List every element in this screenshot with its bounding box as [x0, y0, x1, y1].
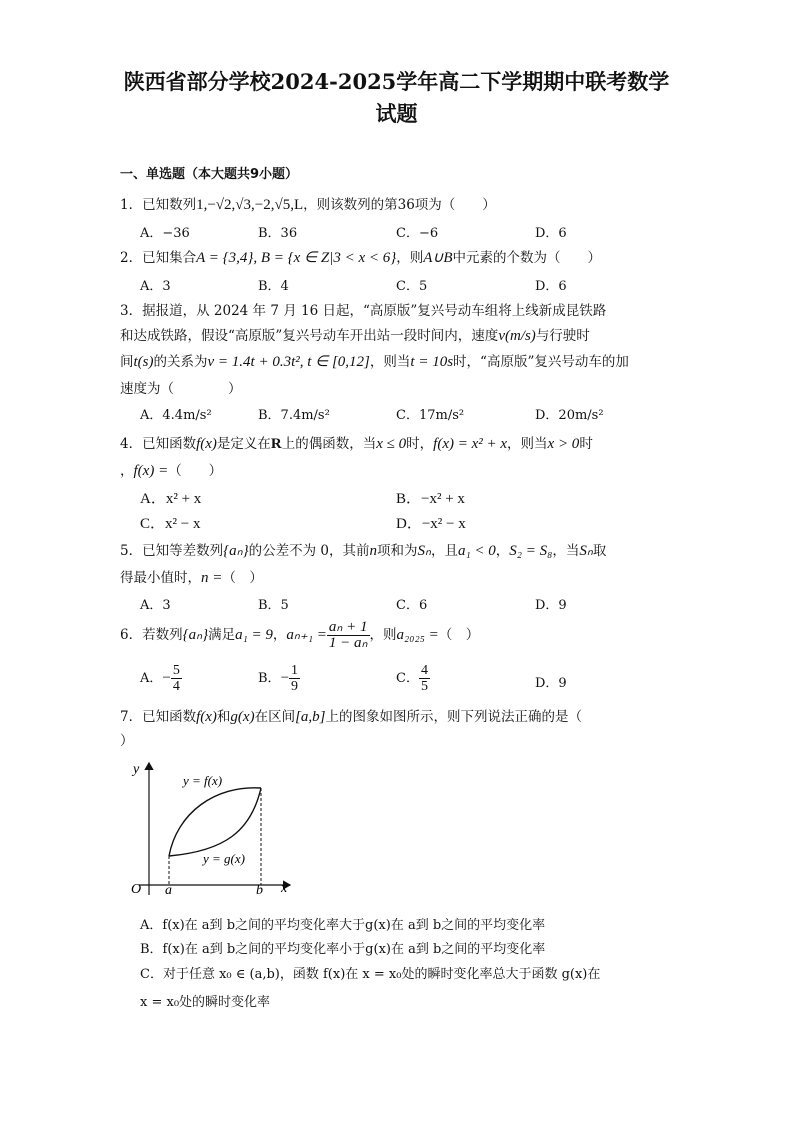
q4-ask: f(x) =	[133, 463, 169, 479]
question-4-line2	[120, 459, 222, 480]
graph-a-label: a	[165, 883, 172, 898]
q5-option-c: C．6	[396, 598, 428, 613]
q6-option-b-sign: −	[280, 670, 290, 686]
question-7-line1	[120, 705, 582, 726]
q4-text-2: 是定义在	[216, 436, 271, 452]
q6-recurrence-fraction	[327, 620, 370, 651]
q5-text-2: 的公差不为 0，其前	[248, 543, 370, 559]
q4-text-4: 时，	[406, 436, 434, 452]
q6-paren: （ ）	[438, 627, 480, 643]
q6-option-b-fraction	[289, 663, 300, 694]
q6-option-c	[396, 663, 430, 694]
q1-option-a: A．−36	[140, 226, 190, 241]
q5-number: 5．	[120, 543, 143, 559]
q6-text-1: 若数列	[142, 627, 183, 643]
q7-option-c-line2: x = x₀处的瞬时变化率	[140, 995, 271, 1010]
q5-ask: n =	[201, 570, 223, 586]
q2-option-d: D．6	[535, 279, 567, 294]
q5-text-8: 得最小值时，	[120, 570, 201, 586]
q2-union: A∪B	[423, 250, 453, 266]
q2-option-a: A．3	[140, 279, 171, 294]
question-6	[120, 620, 479, 651]
q6-c-den: 5	[420, 679, 428, 694]
q5-n: n	[369, 543, 377, 559]
q3-number: 3．	[120, 303, 143, 319]
q4-reals: R	[270, 436, 282, 452]
q5-cond-1: a₁ < 0	[457, 543, 496, 559]
q7-text-4: 上的图象如图所示，则下列说法正确的是（	[325, 709, 583, 725]
q4-text-1: 已知函数	[142, 436, 197, 452]
q4-option-a: A．x² + x	[140, 491, 202, 507]
q6-a-den: 4	[172, 679, 180, 694]
q7-option-b: B．f(x)在 a到 b之间的平均变化率小于g(x)在 a到 b之间的平均变化率	[140, 942, 546, 957]
q4-fx: f(x)	[196, 436, 217, 452]
q3-option-b: B．7.4m/s²	[258, 408, 330, 423]
question-5-line2	[120, 566, 263, 587]
q2-stem-mid: ，则	[396, 250, 424, 266]
section-heading: 一、单选题（本大题共9小题）	[120, 167, 299, 182]
q7-function-graph	[125, 755, 305, 900]
q3-text-2a: 和达成铁路，假设“高原版”复兴号动车开出站一段时间内，速度	[120, 328, 499, 344]
q3-text-3d: 时，“高原版”复兴号动车的加	[453, 354, 629, 370]
q5-option-b: B．5	[258, 598, 289, 613]
q1-sequence: 1,−√2,√3,−2,√5,L	[196, 197, 304, 213]
q4-number: 4．	[120, 436, 143, 452]
graph-origin-label: O	[131, 882, 142, 897]
graph-y-label: y	[133, 762, 140, 777]
q6-option-d: D．9	[535, 676, 567, 691]
q3-text-3b: 的关系为	[153, 354, 208, 370]
q7-text-2: 和	[216, 709, 231, 725]
q6-b-num: 1	[291, 663, 299, 678]
question-7-line2: ）	[120, 733, 134, 749]
q3-time-value: t = 10s	[410, 354, 454, 370]
q1-option-b: B．36	[258, 226, 298, 241]
question-3-line4: 速度为（ ）	[120, 381, 242, 397]
q6-option-c-fraction	[419, 663, 430, 694]
q5-text-4: ，且	[430, 543, 458, 559]
q3-text-3a: 间	[120, 354, 134, 370]
q7-fx: f(x)	[196, 709, 217, 725]
doc-title-line1: 陕西省部分学校2024-2025学年高二下学期期中联考数学	[123, 69, 670, 94]
q4-option-b: B．−x² + x	[396, 491, 465, 507]
q5-sn-2: Sₙ	[579, 543, 593, 559]
q6-option-b	[258, 663, 300, 694]
q4-paren: （ ）	[168, 463, 223, 479]
q4-option-d: D．−x² − x	[396, 516, 466, 532]
q6-seq: {aₙ}	[182, 627, 209, 643]
question-3-line2	[120, 324, 590, 345]
graph-x-label: x	[281, 881, 288, 896]
graph-b-label: b	[256, 883, 263, 898]
q1-stem-pre: 已知数列	[142, 197, 197, 213]
question-1	[120, 193, 496, 214]
q2-stem-pre: 已知集合	[142, 250, 197, 266]
q4-def: f(x) = x² + x	[433, 436, 508, 452]
q5-text-5: ，	[495, 543, 510, 559]
q7-option-a: A．f(x)在 a到 b之间的平均变化率大于g(x)在 a到 b之间的平均变化率	[140, 918, 546, 933]
q7-number: 7．	[120, 709, 143, 725]
q7-option-c-line1: C．对于任意 x₀ ∈ (a,b)，函数 f(x)在 x = x₀处的瞬时变化率总大于函数 g(x)在	[140, 967, 601, 982]
q6-text-4: ，则	[369, 627, 397, 643]
q4-cond-1: x ≤ 0	[376, 436, 407, 452]
q3-option-a: A．4.4m/s²	[140, 408, 212, 423]
q6-option-a-label: A．	[140, 671, 163, 686]
q4-cond-2: x > 0	[547, 436, 580, 452]
q3-velocity-unit: v(m/s)	[498, 328, 536, 344]
q5-text-7: 取	[592, 543, 607, 559]
q6-b-den: 9	[291, 679, 299, 694]
question-3-line1	[120, 299, 606, 319]
q2-number: 2．	[120, 250, 143, 266]
doc-title-line2: 试题	[375, 101, 418, 126]
q6-c-num: 4	[420, 663, 428, 678]
question-5-line1	[120, 539, 606, 560]
q6-a-num: 5	[172, 663, 180, 678]
q3-time-unit: t(s)	[133, 354, 154, 370]
q6-number: 6．	[120, 627, 143, 643]
q6-option-b-label: B．	[258, 671, 281, 686]
q6-frac-num: aₙ + 1	[328, 619, 368, 635]
q5-paren: （ ）	[222, 570, 263, 586]
q6-text-2: 满足	[208, 627, 236, 643]
q6-target: a₂₀₂₅ =	[396, 627, 439, 643]
graph-f-label: y = f(x)	[183, 773, 223, 788]
q7-text-1: 已知函数	[142, 709, 197, 725]
q7-gx: g(x)	[230, 709, 255, 725]
question-3-line3	[120, 350, 629, 371]
q4-text-6: 时	[579, 436, 593, 452]
q6-frac-den: 1 − aₙ	[328, 635, 368, 651]
q1-option-d: D．6	[535, 226, 567, 241]
q1-number: 1．	[120, 197, 143, 213]
q7-interval: [a,b]	[295, 709, 326, 725]
q3-text-2b: 与行驶时	[535, 328, 590, 344]
question-4-line1	[120, 432, 593, 453]
q3-option-d: D．20m/s²	[535, 408, 604, 423]
q5-option-d: D．9	[535, 598, 567, 613]
q6-initial: a₁ = 9	[235, 627, 273, 643]
q6-recurrence-lhs: aₙ₊₁ =	[286, 627, 327, 643]
q3-text-3c: ，则当	[369, 354, 411, 370]
q5-option-a: A．3	[140, 598, 171, 613]
q1-option-c: C．−6	[396, 226, 439, 241]
q3-formula: v = 1.4t + 0.3t², t ∈ [0,12]	[207, 354, 370, 370]
q5-sn: Sₙ	[417, 543, 431, 559]
q7-text-3: 在区间	[254, 709, 296, 725]
q4-text-5: ，则当	[507, 436, 548, 452]
q3-option-c: C．17m/s²	[396, 408, 465, 423]
q5-text-3: 项和为	[376, 543, 418, 559]
q3-text-1: 据报道，从 2024 年 7 月 16 日起，“高原版”复兴号动车组将上线新成昆铁路	[142, 303, 607, 319]
q5-text-1: 已知等差数列	[142, 543, 224, 559]
q6-option-a-sign: −	[162, 670, 171, 686]
q2-option-b: B．4	[258, 279, 289, 294]
q5-cond-2: S₂ = S₈	[509, 543, 553, 559]
q6-option-a	[140, 663, 182, 694]
q5-seq: {aₙ}	[223, 543, 249, 559]
question-2	[120, 246, 601, 267]
q4-text-7: ，	[120, 463, 134, 479]
q6-option-c-label: C．	[396, 671, 419, 686]
q5-text-6: ，当	[552, 543, 580, 559]
graph-g-label: y = g(x)	[203, 851, 245, 866]
q2-sets: A = {3,4}, B = {x ∈ Z|3 < x < 6}	[196, 250, 397, 266]
q2-option-c: C．5	[396, 279, 428, 294]
q2-stem-post: 中元素的个数为（ ）	[452, 250, 602, 266]
q6-option-a-fraction	[171, 663, 182, 694]
q4-option-c: C．x² − x	[140, 516, 201, 532]
q4-text-3: 上的偶函数，当	[281, 436, 377, 452]
q1-stem-post: ，则该数列的第36项为（ ）	[303, 197, 496, 213]
q6-text-3: ，	[272, 627, 287, 643]
